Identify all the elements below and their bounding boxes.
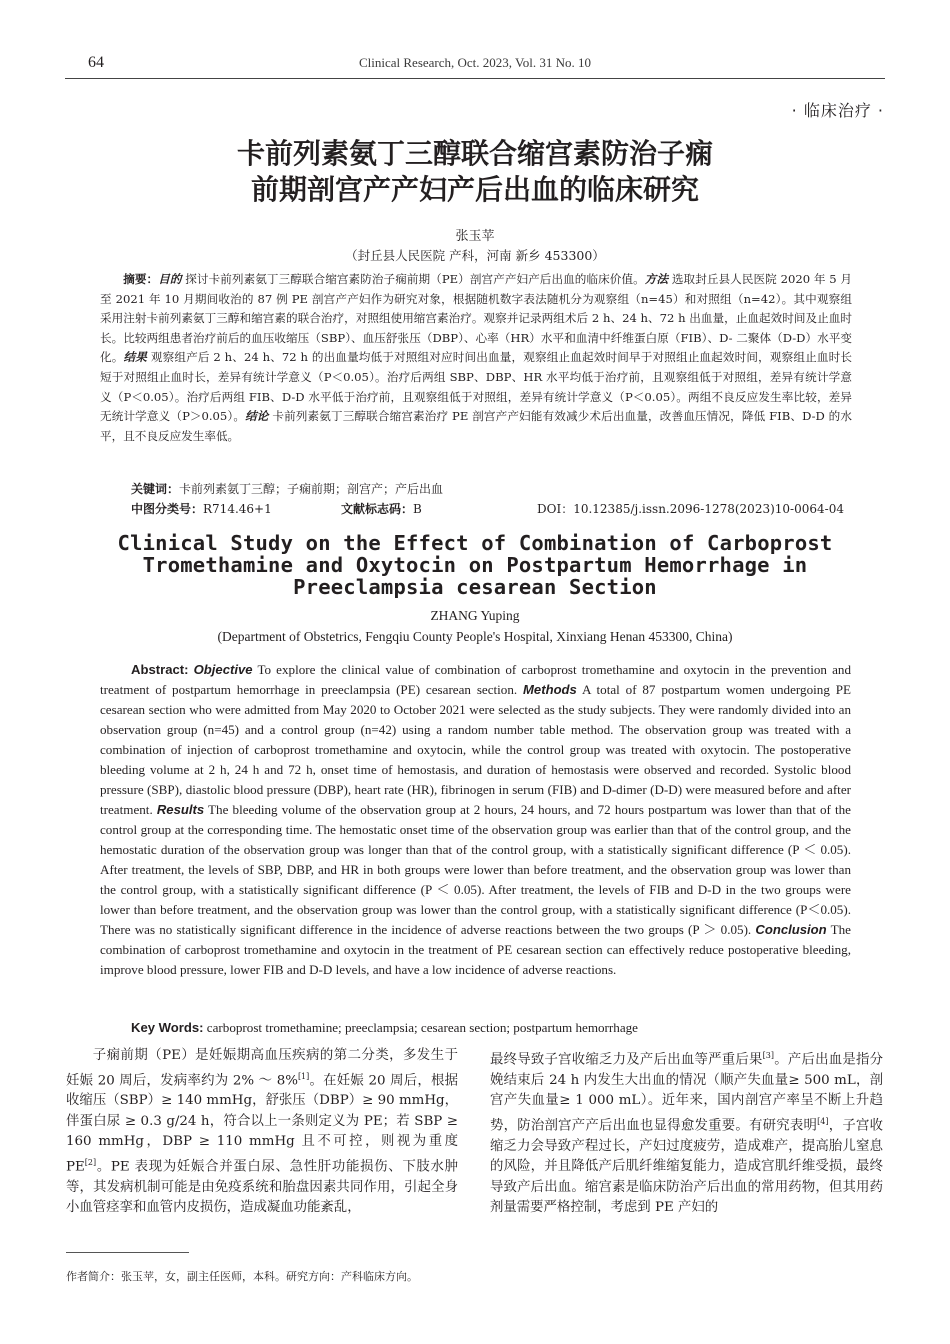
- results-label-en: Results: [156, 802, 205, 817]
- clc-code: [131, 500, 272, 517]
- doi-label: DOI：: [537, 502, 574, 516]
- keywords-en: [131, 1020, 638, 1036]
- title-cn-line2: 前期剖宫产产妇产后出血的临床研究: [250, 173, 699, 206]
- affiliation-cn: （封丘县人民医院 产科，河南 新乡 453300）: [345, 248, 605, 263]
- running-title: Clinical Research, Oct. 2023, Vol. 31 No. 10: [358, 55, 592, 70]
- body-right-text-c: ，子宫收缩乏力会导致产程过长，产妇过度疲劳，造成难产，提高胎儿窒息的风险，并且降低产后肌纤维缩复能力，造成宫肌纤维受损，最终导致产后出血。缩宫素是临床防治产后出血的常用药物，但其用药剂量需要严格控制，考虑到 PE 产妇的: [490, 1118, 884, 1216]
- citation-ref-2[interactable]: [2]: [84, 1157, 97, 1167]
- clc-value: R714.46+1: [203, 502, 272, 516]
- citation-ref-4[interactable]: [4]: [817, 1116, 829, 1126]
- section-label: · 临床治疗 ·: [791, 101, 884, 120]
- keywords-en-text: carboprost tromethamine; preeclampsia; cesarean section; postpartum hemorrhage: [203, 1020, 638, 1035]
- keywords-cn-label: 关键词：: [131, 482, 180, 496]
- methods-label-cn: 方法: [644, 272, 669, 286]
- body-left-text-c: 。PE 表现为妊娠合并蛋白尿、急性肝功能损伤、下肢水肿等，其发病机制可能是由免疫系统和胎盘因素共同作用，引起全身小血管痉挛和血管内皮损伤，造成凝血功能紊乱，: [66, 1159, 458, 1216]
- body-left-column: [66, 1046, 458, 1219]
- affiliation-en: (Department of Obstetrics, Fengqiu County People's Hospital, Xinxiang Henan 453300, China): [217, 629, 733, 644]
- objective-label-en: Objective: [193, 662, 253, 677]
- author-footnote: 作者简介：张玉苹，女，副主任医师，本科。研究方向：产科临床方向。: [66, 1270, 418, 1283]
- body-right-text-b: 。产后出血是指分娩结束后 24 h 内发生大出血的情况（顺产失血量≥ 500 mL，剖宫产失血量≥ 1 000 mL）。近年来，国内剖宫产率呈不断上升趋势，防治剖宫产产后出血也显得愈发重要。有研究表明: [490, 1052, 884, 1134]
- objective-label-cn: 目的: [158, 272, 182, 286]
- author-cn: 张玉苹: [455, 229, 495, 244]
- conclusion-label-cn: 结论: [245, 409, 269, 424]
- doc-value: B: [413, 502, 422, 516]
- page-number: 64: [88, 54, 104, 71]
- body-left-text-b: 。在妊娠 20 周后，根据收缩压（SBP）≥ 140 mmHg，舒张压（DBP）≥ 90 mmHg，伴蛋白尿 ≥ 0.3 g/24 h，符合以上一条则定义为 PE；若 SBP ≥ 160 mmHg，DBP ≥ 110 mmHg 且不可控，则视为重度 PE: [66, 1072, 458, 1175]
- abstract-cn: [100, 270, 852, 446]
- title-cn-line1: 卡前列素氨丁三醇联合缩宫素防治子痫: [236, 137, 713, 170]
- conclusion-text-en: The combination of carboprost tromethamine and oxytocin in the treatment of PE cesarean section can effectively reduce postoperative bleeding, improve blood pressure, lower FIB and D-D levels, and have a low incidence of adverse reactions.: [100, 922, 851, 977]
- header-divider: [65, 78, 885, 79]
- title-en-line2: Tromethamine and Oxytocin on Postpartum Hemorrhage in: [142, 553, 808, 577]
- methods-text-en: A total of 87 postpartum women undergoing PE cesarean section who were admitted from May 2020 to October 2021 were selected as the study subjects. They were randomly divided into an observation group (n=45) and a control group (n=42) using a random number table method. The observation group was treated with a combination of injection of carboprost tromethamine and oxytocin, while the control group was treated with oxytocin. The postoperative bleeding volume at 2 h, 24 h and 72 h, onset time of hemostasis, and duration of hemostasis were observed and recorded. Systolic blood pressure (SBP), diastolic blood pressure (DBP), heart rate (HR), fibrinogen in serum (FIB) and D-dimer (D-D) were measured before and after treatment.: [100, 682, 851, 817]
- keywords-en-label: Key Words:: [131, 1020, 204, 1035]
- citation-ref-3[interactable]: [3]: [762, 1051, 774, 1060]
- conclusion-text-cn: 卡前列素氨丁三醇联合缩宫素治疗 PE 剖宫产产妇能有效减少术后出血量，改善血压情况，降低 FIB、D-D 的水平，且不良反应发生率低。: [100, 409, 852, 443]
- body-right-column: [490, 1046, 883, 1219]
- author-en: ZHANG Yuping: [430, 608, 520, 623]
- keywords-cn-text: 卡前列素氨丁三醇；子痫前期；剖宫产；产后出血: [179, 482, 444, 496]
- citation-ref-1[interactable]: [1]: [297, 1071, 310, 1081]
- results-text-cn: 观察组产后 2 h、24 h、72 h 的出血量均低于对照组对应时间出血量，观察组止血起效时间早于对照组止血起效时间，观察组止血时长短于对照组止血时长，差异有统计学意义（P＜0.05）。治疗后两组 SBP、DBP、HR 水平均低于治疗前，且观察组低于对照组，差异有统计学意义（P＜0.05）。治疗后两组 FIB、D-D 水平低于治疗前，且观察组低于对照组，差异有统计学意义（P＜0.05）。两组不良反应发生率比较，差异无统计学意义（P＞0.05）。: [100, 350, 852, 424]
- keywords-cn: [131, 480, 443, 497]
- results-label-cn: 结果: [123, 350, 147, 365]
- abstract-en-label: Abstract:: [131, 662, 189, 677]
- title-en-line3: Preeclampsia cesarean Section: [293, 575, 657, 599]
- results-text-en: The bleeding volume of the observation group at 2 hours, 24 hours, and 72 hours postpartum was lower than that of the control group at the corresponding time. The hemostatic onset time of the observation group was earlier than that of the control group, and the hemostatic duration of the observation group was longer than that of the control group, with a statistically significant difference (P ＜ 0.05). After treatment, the levels of SBP, DBP, and HR in both groups were lower than before treatment, and the observation group was lower than the control group, with a statistically significant difference (P ＜ 0.05). After treatment, the levels of FIB and D-D in the two groups were lower than before treatment, and the observation group was lower than the control group, with a statistically significant difference (P＜0.05). There was no statistically significant difference in the incidence of adverse reactions between the two groups (P ＞ 0.05).: [100, 802, 851, 937]
- conclusion-label-en: Conclusion: [755, 922, 827, 937]
- doi: [537, 500, 844, 517]
- objective-text-en: To explore the clinical value of combination of carboprost tromethamine and oxytocin in the prevention and treatment of postpartum hemorrhage in preeclampsia (PE) cesarean section.: [100, 662, 851, 697]
- body-left-text-a: 子痫前期（PE）是妊娠期高血压疾病的第二分类，多发生于妊娠 20 周后，发病率约为 2% ～ 8%: [66, 1048, 458, 1088]
- body-right-text-a: 最终导致子宫收缩乏力及产后出血等严重后果: [490, 1052, 763, 1068]
- abstract-cn-label: 摘要：: [123, 272, 159, 286]
- title-en-line1: Clinical Study on the Effect of Combination of Carboprost: [117, 531, 833, 555]
- doc-code: [341, 500, 422, 517]
- title-en: [0, 532, 950, 598]
- objective-text-cn: 探讨卡前列素氨丁三醇联合缩宫素防治子痫前期（PE）剖宫产产妇产后出血的临床价值。: [181, 272, 645, 286]
- footnote-divider: [66, 1252, 189, 1253]
- methods-text-cn: 选取封丘县人民医院 2020 年 5 月至 2021 年 10 月期间收治的 87 例 PE 剖宫产产妇作为研究对象，根据随机数字表法随机分为观察组（n=45）和对照组（n=42）。其中观察组采用注射卡前列素氨丁三醇和缩宫素的联合治疗，对照组使用缩宫素治疗。观察并记录两组术后 2 h、24 h、72 h 出血量，止血起效时间及止血时长。比较两组患者治疗前后的血压收缩压（SBP）、血压舒张压（DBP）、心率（HR）水平和血清中纤维蛋白原（FIB）、D- 二聚体（D-D）水平变化。: [100, 272, 852, 365]
- doi-value: 10.12385/j.issn.2096-1278(2023)10-0064-04: [573, 502, 844, 516]
- clc-label: 中图分类号：: [131, 502, 204, 516]
- doc-label: 文献标志码：: [341, 502, 414, 516]
- abstract-en: [100, 660, 851, 980]
- methods-label-en: Methods: [523, 682, 577, 697]
